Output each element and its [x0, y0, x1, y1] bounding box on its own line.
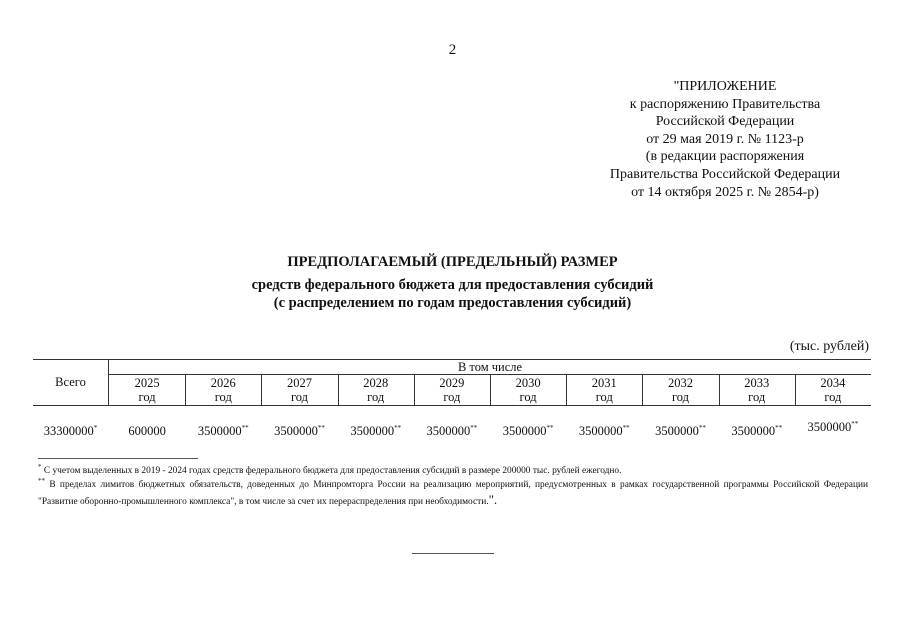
- year-label: 2034: [820, 376, 846, 390]
- year-value: 3500000: [578, 424, 623, 438]
- year-unit: год: [367, 390, 385, 404]
- page-number: 2: [448, 42, 457, 58]
- year-value: 600000: [128, 424, 166, 438]
- footnote-mark: **: [317, 423, 325, 432]
- footnote-mark: **: [622, 423, 630, 432]
- year-value-cell: [261, 424, 337, 439]
- year-unit: год: [748, 390, 766, 404]
- year-unit: год: [214, 390, 232, 404]
- appendix-line: (в редакции распоряжения: [645, 149, 805, 165]
- year-label: 2027: [286, 376, 312, 390]
- footnote-mark: **: [775, 423, 783, 432]
- group-header: В том числе: [457, 360, 523, 374]
- year-label: 2028: [363, 376, 389, 390]
- year-header: [185, 376, 261, 404]
- year-header: [261, 376, 337, 404]
- appendix-line: "ПРИЛОЖЕНИЕ: [673, 79, 777, 94]
- appendix-line: Российской Федерации: [655, 114, 795, 130]
- year-unit: год: [138, 390, 156, 404]
- year-unit: год: [824, 390, 842, 404]
- year-column-divider: [185, 375, 186, 405]
- table-header-bottom-rule: [33, 405, 871, 406]
- footnote-mark: *: [93, 423, 98, 432]
- document-subtitle: [0, 277, 905, 312]
- year-column-divider: [719, 375, 720, 405]
- year-header: [338, 376, 414, 404]
- year-label: 2029: [439, 376, 465, 390]
- year-value-cell: [185, 424, 261, 439]
- year-value-cell: [414, 424, 490, 439]
- footnote-separator: [38, 458, 198, 459]
- year-value: 3500000: [807, 420, 852, 434]
- units-label: (тыс. рублей): [789, 339, 869, 354]
- year-label: 2026: [210, 376, 236, 390]
- footnotes: [38, 464, 868, 509]
- year-value-cell: [338, 424, 414, 439]
- footnote-mark: **: [470, 423, 478, 432]
- footnote-1-text: С учетом выделенных в 2019 - 2024 годах средств федерального бюджета для предоставления субсидий в размере 200000 тыс. рублей ежегодно.: [41, 466, 622, 476]
- year-value-cell: [795, 420, 871, 435]
- footnote-mark: *: [38, 462, 42, 471]
- footnote-mark: **: [698, 423, 706, 432]
- total-value: 33300000: [43, 424, 94, 438]
- closing-quote: ".: [488, 491, 498, 507]
- year-value: 3500000: [426, 424, 471, 438]
- footnote-2: [38, 478, 868, 509]
- year-header: [109, 376, 185, 404]
- year-header: [642, 376, 718, 404]
- year-column-divider: [642, 375, 643, 405]
- year-unit: год: [443, 390, 461, 404]
- year-unit: год: [519, 390, 537, 404]
- year-column-divider: [490, 375, 491, 405]
- year-label: 2031: [591, 376, 617, 390]
- year-column-divider: [414, 375, 415, 405]
- appendix-line: Правительства Российской Федерации: [609, 166, 841, 182]
- year-label: 2032: [667, 376, 693, 390]
- year-value: 3500000: [502, 424, 547, 438]
- year-header: [719, 376, 795, 404]
- year-value-cell: [490, 424, 566, 439]
- year-value-cell: [719, 424, 795, 439]
- year-label: 2033: [744, 376, 770, 390]
- year-header: [566, 376, 642, 404]
- year-unit: год: [671, 390, 690, 404]
- footnote-2-text: В пределах лимитов бюджетных обязательств, доведенных до Минпромторга России на реализацию мероприятий, предусмотренных в рамках государственной программы Российской Федерации "Развитие оборонно-промышленного комплекса", в том числе за счет их перераспределения при необходимости.: [38, 480, 868, 507]
- year-column-divider: [261, 375, 262, 405]
- year-column-divider: [566, 375, 567, 405]
- footnote-mark: **: [38, 477, 45, 486]
- footnote-mark: **: [241, 423, 249, 432]
- total-value-cell: [33, 424, 108, 439]
- subtitle-line-2: (с распределением по годам предоставления субсидий): [273, 294, 632, 311]
- end-separator: [412, 553, 494, 554]
- appendix-line: от 14 октября 2025 г. № 2854-р): [631, 184, 819, 200]
- footnote-mark: **: [851, 419, 859, 428]
- year-unit: год: [595, 390, 613, 404]
- year-value: 3500000: [350, 424, 395, 438]
- year-value-cell: [642, 424, 718, 439]
- year-column-divider: [795, 375, 796, 405]
- footnote-mark: **: [546, 423, 554, 432]
- year-header: [414, 376, 490, 404]
- appendix-header: [580, 78, 870, 201]
- year-label: 2030: [515, 376, 541, 390]
- year-unit: год: [290, 390, 309, 404]
- subtitle-line-1: средств федерального бюджета для предоставления субсидий: [251, 277, 654, 293]
- appendix-line: от 29 мая 2019 г. № 1123-р: [646, 131, 804, 147]
- year-header: [795, 376, 871, 404]
- year-header: [490, 376, 566, 404]
- year-value-cell: [566, 424, 642, 439]
- year-value: 3500000: [274, 424, 318, 438]
- document-title: ПРЕДПОЛАГАЕМЫЙ (ПРЕДЕЛЬНЫЙ) РАЗМЕР: [287, 254, 618, 270]
- appendix-line: к распоряжению Правительства: [629, 96, 821, 112]
- year-column-divider: [338, 375, 339, 405]
- year-value: 3500000: [197, 424, 242, 438]
- year-value: 3500000: [731, 424, 776, 438]
- year-value: 3500000: [655, 424, 699, 438]
- year-value-cell: [109, 424, 185, 439]
- year-label: 2025: [134, 376, 160, 390]
- total-header: Всего: [55, 375, 86, 389]
- footnote-mark: **: [394, 423, 402, 432]
- footnote-1: [38, 464, 868, 478]
